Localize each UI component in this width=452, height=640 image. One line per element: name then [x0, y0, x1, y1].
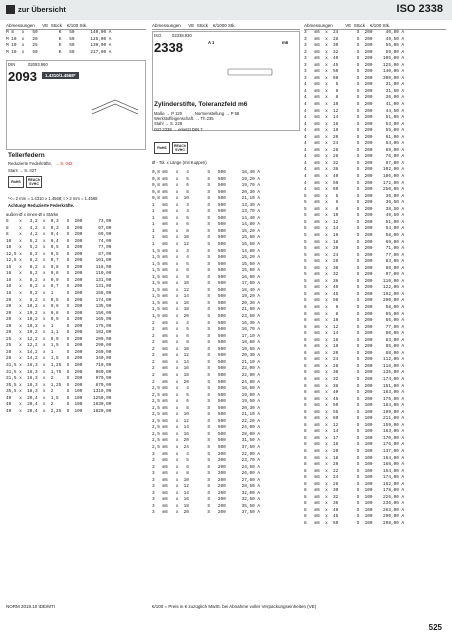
product-title-2: Zylinderstifte, Toleranzfeld m6 — [154, 101, 248, 108]
tol-grade: m6 — [282, 40, 289, 45]
col1-rows: 8 x 3,2 x 0,3 S 200 73,00 8 x 4,2 x 0,3 S 200 67,00 8 x 4,2 x 0,4 S 200 69,00 10 x 5,2 x 0,4 S 200 74,00 10 x 5,2 x 0,5 S 200 77,00 12,5 x 6,2 x 0,5 S 200 87,00 12,5 x 6,2 x 0,7 S 200 101,00 15 x 8,2 x 0,8 S 200 118,00 16 x 8,2 x 0,6 S 200 110,00 16 x 8,2 x 0,9 S 200 131,00 18 x 9,2 x 0,7 S 200 131,00 18 x 9,2 x 1 S 200 158,00 20 x 8,2 x 0,5 S 200 174,00 20 x 10,2 x 0,6 S 200 135,00 20 x 10,2 x 0,8 S 200 156,00 20 x 10,2 x 0,9 S 200 165,00 20 x 10,2 x 1 S 200 175,00 20 x 10,2 x 1,1 S 200 182,00 25 x 12,2 x 0,9 S 200 209,00 25 x 12,2 x 1,5 S 200 290,00 28 x 14,2 x 1 S 200 260,00 28 x 14,2 x 1,5 S 200 340,00 31,5 x 16,3 x 1,25 S 200 710,00 31,5 x 16,3 x 1,75 S 200 960,00 31,5 x 16,3 x 2 S 200 970,00 35,5 x 18,3 x 1,25 S 200 870,00 35,5 x 18,3 x 2 S 100 1310,00 40 x 20,4 x 1,5 S 100 1250,00 40 x 20,4 x 2 S 100 1630,00 40 x 20,4 x 2,25 S 100 1820,00 — [6, 219, 112, 414]
col1-note: *<= 2 mm = 1.4310 ≥ 1.4568; t > 2 mm = 1.4568 — [8, 196, 98, 201]
rohs-icon: RoHS — [8, 176, 24, 188]
product-code-2: 2338 — [154, 40, 183, 55]
spring-drawing — [90, 96, 140, 116]
product-code: 2093 — [8, 69, 37, 84]
dims-label-2: Ø - Tol. x Länge (mit Kuppen) — [152, 160, 207, 165]
material-badge: 1.4310/1.4568* — [42, 72, 79, 79]
reach-icon: REACh SVHC — [27, 178, 41, 186]
col1-bold-note: Achtung! Reduzierte Federkräfte. — [8, 203, 75, 208]
article-number-2: 02338.930 — [172, 33, 192, 38]
grade-label: A 1 — [208, 40, 215, 45]
ref-link[interactable]: → S. 042 — [55, 161, 73, 166]
col1-header: Abmessungen VE Stück €/100 Stk. — [6, 23, 88, 28]
col3-rows: 3 m6 x 24 S 200 40,80 A 3 m6 x 28 S 200 49,50 A 3 m6 x 30 S 200 55,00 A 3 m6 x 32 S 200 59,00 A 3 m6 x 40 S 200 105,00 A 3 m6 x 45 S 200 125,00 A 3 m6 x 50 S 200 140,00 A 3 m6 x 60 S 200 300,00 A 4 m6 x 5 S 200 31,00 A 4 m6 x 6 S 200 31,50 A 4 m6 x 8 S 200 36,00 A 4 m6 x 10 S 200 41,00 A 4 m6 x 12 S 200 44,50 A 4 m6 x 14 S 200 51,00 A 4 m6 x 16 S 200 53,00 A 4 m6 x 18 S 200 55,00 A 4 m6 x 20 S 200 61,00 A 4 m6 x 24 S 200 64,00 A 4 m6 x 26 S 200 69,00 A 4 m6 x 28 S 200 76,00 A 4 m6 x 32 S 200 87,00 A 4 m6 x 36 S 200 102,00 A 4 m6 x 40 S 200 106,00 A 4 m6 x 50 S 200 172,00 A 4 m6 x 60 S 200 250,00 A 5 m6 x 5 S 200 36,00 A 5 m6 x 6 S 200 36,50 A 5 m6 x 8 S 200 38,50 A 5 m6 x 10 S 200 49,50 A 5 m6 x 12 S 200 51,00 A 5 m6 x 14 S 200 54,00 A 5 m6 x 16 S 200 58,00 A 5 m6 x 18 S 200 69,00 A 5 m6 x 20 S 200 71,00 A 5 m6 x 24 S 200 77,00 A 5 m6 x 28 S 200 83,00 A 5 m6 x 30 S 200 88,00 A 5 m6 x 32 S 200 97,00 A 5 m6 x 36 S 200 110,00 A 5 m6 x 40 S 200 122,00 A 5 m6 x 45 S 200 192,00 A 5 m6 x 50 S 200 200,00 A 6 m6 x 6 S 200 58,00 A 6 m6 x 8 S 200 65,00 A 6 m6 x 10 S 200 65,00 A 6 m6 x 12 S 200 77,00 A 6 m6 x 14 S 200 80,00 A 6 m6 x 16 S 200 83,00 A 6 m6 x 18 S 200 85,00 A 6 m6 x 20 S 200 88,00 A 6 m6 x 24 S 200 112,00 A 6 m6 x 28 S 200 118,00 A 6 m6 x 30 S 200 135,00 A 6 m6 x 32 S 200 174,00 A 6 m6 x 36 S 200 151,00 A 6 m6 x 40 S 200 163,00 A 6 m6 x 45 S 200 175,00 A 6 m6 x 50 S 100 184,00 A 6 m6 x 55 S 100 199,00 A 6 m6 x 60 S 100 211,00 A 8 m6 x 12 S 100 159,00 A 8 m6 x 14 S 100 163,00 A 8 m6 x 17 S 100 170,00 A 8 m6 x 18 S 100 176,00 A 8 m6 x 20 S 100 137,00 A 8 m6 x 18 S 100 164,00 A 8 m6 x 20 S 100 168,00 A 8 m6 x 22 S 100 154,00 A 8 m6 x 24 S 100 174,00 A 8 m6 x 28 S 100 162,00 A 8 m6 x 30 S 100 178,00 A 8 m6 x 32 S 100 226,00 A 8 m6 x 36 S 100 236,00 A 8 m6 x 40 S 100 263,00 A 8 m6 x 45 S 100 290,00 A 8 m6 x 50 S 100 298,00 A — [304, 30, 405, 527]
col1-top-rows: M 8 x 50 K 50 140,00 A M 10 x 20 K 50 125,00 A M 10 x 25 K 50 130,00 A M 10 x 50 K 50 217,00 A — [6, 30, 112, 55]
reach-icon-2: REACh SVHC — [173, 144, 187, 152]
article-number: 02093.960 — [28, 62, 48, 67]
page-code: ISO 2338 — [396, 3, 443, 15]
product-info: Maße → P 120 Normenstellung → P 58 Werkstoffeigenschaft. → Th 235 Stahl → S. 229 ISO 2338 → ersetzt DIN 7 — [154, 111, 240, 132]
footer-note: €/100 = Preis in € zuzüglich MwSt. bei Abnahme voller Verpackungseinheiten (VE) — [152, 604, 317, 609]
rohs-icon-2: RoHS — [154, 142, 170, 154]
col3-header: Abmessungen VE Stück €/100 Stk. — [304, 23, 391, 28]
din-label: DIN — [8, 62, 16, 67]
product-title: Tellerfedern — [8, 152, 45, 159]
footer-left: NORM 2019.10 IDE/MTI — [6, 604, 56, 609]
col2-rows: 0,8 m6 x 4 S 500 18,40 A 0,8 m6 x 5 S 500 19,20 A 0,8 m6 x 6 S 500 19,70 A 0,8 m6 x 8 S 500 20,30 A 0,8 m6 x 10 S 500 21,10 A 1 m6 x 3 S 500 13,30 A 1 m6 x 4 S 500 13,70 A 1 m6 x 5 S 500 14,40 A 1 m6 x 6 S 500 14,80 A 1 m6 x 8 S 500 15,20 A 1 m6 x 10 S 500 15,80 A 1 m6 x 12 S 500 16,50 A 1,5 m6 x 3 S 500 14,80 A 1,5 m6 x 4 S 500 15,20 A 1,5 m6 x 5 S 500 15,60 A 1,5 m6 x 6 S 500 15,90 A 1,5 m6 x 8 S 500 16,90 A 1,5 m6 x 10 S 500 17,60 A 1,5 m6 x 12 S 500 18,40 A 1,5 m6 x 14 S 500 19,20 A 1,5 m6 x 16 S 500 20,30 A 1,5 m6 x 18 S 500 21,90 A 1,5 m6 x 20 S 500 23,50 A 2 m6 x 4 S 500 16,30 A 2 m6 x 5 S 500 16,70 A 2 m6 x 6 S 500 17,10 A 2 m6 x 8 S 500 18,80 A 2 m6 x 10 S 500 19,60 A 2 m6 x 12 S 500 20,30 A 2 m6 x 14 S 500 21,10 A 2 m6 x 16 S 500 22,00 A 2 m6 x 18 S 500 22,90 A 2 m6 x 20 S 500 24,80 A 2,5 m6 x 4 S 500 18,60 A 2,5 m6 x 5 S 500 19,00 A 2,5 m6 x 6 S 500 19,50 A 2,5 m6 x 8 S 500 20,30 A 2,5 m6 x 10 S 500 21,10 A 2,5 m6 x 12 S 500 22,20 A 2,5 m6 x 14 S 500 24,00 A 2,5 m6 x 16 S 500 28,00 A 2,5 m6 x 20 S 500 31,50 A 2,5 m6 x 24 S 500 37,50 A 3 m6 x 4 S 200 22,90 A 3 m6 x 5 S 200 23,70 A 3 m6 x 6 S 200 24,50 A 3 m6 x 8 S 200 26,00 A 3 m6 x 10 S 200 27,60 A 3 m6 x 12 S 200 28,50 A 3 m6 x 14 S 200 32,00 A 3 m6 x 16 S 200 32,50 A 3 m6 x 18 S 200 35,50 A 3 m6 x 20 S 200 37,50 A — [152, 170, 261, 516]
pin-drawing — [226, 66, 276, 78]
page-number: 525 — [428, 623, 442, 632]
tol-label: Reduzierte Federkräfte, — [8, 161, 52, 166]
dims-label-1: außen-Ø x innen-Ø x Stärke — [6, 212, 59, 217]
back-link[interactable]: zur Übersicht — [6, 5, 66, 14]
iso-label: ISO — [154, 33, 162, 38]
stock-label: Stars → S. 327 — [8, 168, 37, 173]
page-header — [0, 0, 452, 20]
col2-header: Abmessungen VE Stück €/1000 Stk. — [152, 23, 236, 28]
